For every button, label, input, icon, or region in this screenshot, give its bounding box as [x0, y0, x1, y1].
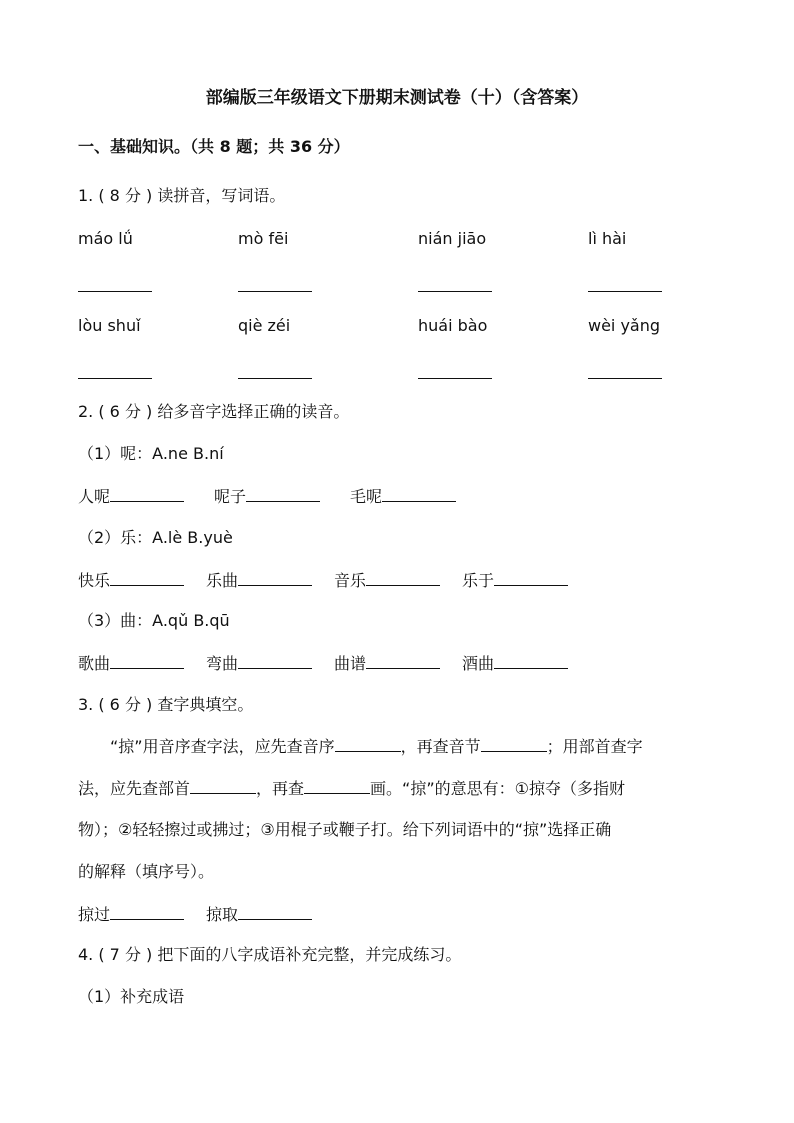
answer-blank[interactable]	[335, 735, 401, 752]
pinyin-item: qiè zéi	[238, 316, 291, 335]
word: 乐曲	[206, 571, 239, 590]
word-row	[334, 652, 440, 675]
answer-blank[interactable]	[366, 652, 440, 669]
answer-blank[interactable]	[238, 378, 312, 379]
pinyin-item: nián jiāo	[418, 229, 487, 248]
question-2-stem: 2. ( 6 分 ) 给多音字选择正确的读音。	[78, 402, 350, 421]
answer-blank[interactable]	[238, 291, 312, 292]
word-row	[206, 903, 312, 926]
answer-blank[interactable]	[418, 378, 492, 379]
q3-line-2	[78, 777, 625, 800]
q3-line-3: 物）；②轻轻擦过或拂过；③用棍子或鞭子打。给下列词语中的“掠”选择正确	[78, 820, 612, 839]
word: 毛呢	[350, 487, 383, 506]
word-row	[206, 569, 312, 592]
answer-blank[interactable]	[238, 903, 312, 920]
answer-blank[interactable]	[246, 485, 320, 502]
answer-blank[interactable]	[110, 569, 184, 586]
word: 酒曲	[462, 654, 495, 673]
word: 音乐	[334, 571, 367, 590]
word: 掠取	[206, 905, 239, 924]
q3-line-4: 的解释（填序号）。	[78, 862, 215, 881]
pinyin-item: huái bào	[418, 316, 488, 335]
word: 呢子	[214, 487, 247, 506]
q3-line-1	[110, 735, 643, 758]
sub-question-2: （2）乐：A.lè B.yuè	[78, 528, 233, 547]
answer-blank[interactable]	[110, 903, 184, 920]
word: 人呢	[78, 487, 111, 506]
text: 法，应先查部首	[78, 779, 191, 798]
answer-blank[interactable]	[304, 777, 370, 794]
answer-blank[interactable]	[190, 777, 256, 794]
answer-blank[interactable]	[418, 291, 492, 292]
sub-question-1: （1）呢：A.ne B.ní	[78, 444, 224, 463]
word: 弯曲	[206, 654, 239, 673]
answer-blank[interactable]	[588, 291, 662, 292]
page-title: 部编版三年级语文下册期末测试卷（十）（含答案）	[205, 88, 589, 108]
word: 曲谱	[334, 654, 367, 673]
text: ；用部首查字	[546, 737, 643, 756]
answer-blank[interactable]	[78, 291, 152, 292]
answer-blank[interactable]	[382, 485, 456, 502]
answer-blank[interactable]	[238, 569, 312, 586]
answer-blank[interactable]	[110, 485, 184, 502]
word-row	[334, 569, 440, 592]
word: 掠过	[78, 905, 111, 924]
word: 乐于	[462, 571, 495, 590]
answer-blank[interactable]	[78, 378, 152, 379]
text: ，再查音节	[400, 737, 481, 756]
word-row	[78, 485, 184, 508]
word-row	[350, 485, 456, 508]
word-row	[214, 485, 320, 508]
answer-blank[interactable]	[494, 652, 568, 669]
question-4-stem: 4. ( 7 分 ) 把下面的八字成语补充完整，并完成练习。	[78, 945, 462, 964]
word-row	[78, 569, 184, 592]
answer-blank[interactable]	[366, 569, 440, 586]
question-1-stem: 1. ( 8 分 ) 读拼音，写词语。	[78, 186, 286, 205]
pinyin-item: lì hài	[588, 229, 627, 248]
text: 画。“掠”的意思有：①掠夺（多指财	[370, 779, 625, 798]
text: “掠”用音序查字法，应先查音序	[110, 737, 335, 756]
section-heading: 一、基础知识。（共 8 题；共 36 分）	[78, 137, 350, 156]
question-3-stem: 3. ( 6 分 ) 查字典填空。	[78, 695, 254, 714]
answer-blank[interactable]	[494, 569, 568, 586]
answer-blank[interactable]	[481, 735, 547, 752]
answer-blank[interactable]	[238, 652, 312, 669]
word-row	[462, 569, 568, 592]
word-row	[462, 652, 568, 675]
word-row	[78, 903, 184, 926]
pinyin-item: wèi yǎng	[588, 316, 661, 335]
pinyin-item: lòu shuǐ	[78, 316, 141, 335]
pinyin-item: máo lǘ	[78, 229, 133, 248]
word-row	[206, 652, 312, 675]
pinyin-item: mò fēi	[238, 229, 289, 248]
answer-blank[interactable]	[110, 652, 184, 669]
sub-question-1: （1）补充成语	[78, 987, 185, 1006]
word: 歌曲	[78, 654, 111, 673]
sub-question-3: （3）曲：A.qǔ B.qū	[78, 611, 230, 630]
answer-blank[interactable]	[588, 378, 662, 379]
text: ，再查	[256, 779, 305, 798]
word: 快乐	[78, 571, 111, 590]
word-row	[78, 652, 184, 675]
